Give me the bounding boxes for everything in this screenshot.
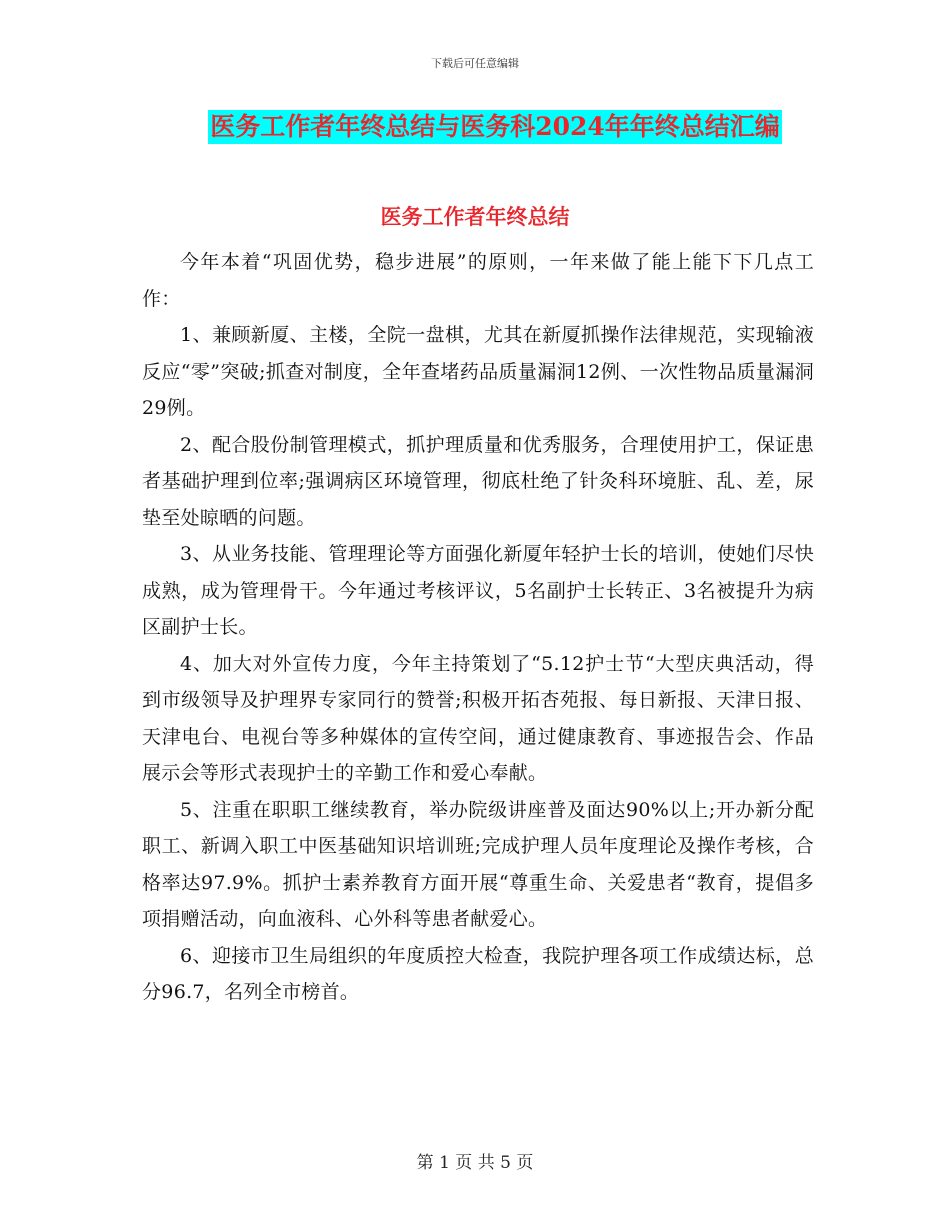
paragraph-item-4: 4、加大对外宣传力度，今年主持策划了“5.12护士节“大型庆典活动，得到市级领导及护理界专家同行的赞誉;积极开拓杏苑报、每日新报、天津日报、天津电台、电视台等多种媒体的宣传空间，通过健康教育、事迹报告会、作品展示会等形式表现护士的辛勤工作和爱心奉献。 bbox=[142, 652, 814, 784]
paragraph-item-2: 2、配合股份制管理模式，抓护理质量和优秀服务，合理使用护工，保证患者基础护理到位率;强调病区环境管理，彻底杜绝了针灸科环境脏、乱、差，尿垫至处晾晒的问题。 bbox=[142, 433, 814, 529]
main-title-container bbox=[0, 110, 950, 144]
page-header-note: 下载后可任意编辑 bbox=[431, 57, 519, 70]
section-title: 医务工作者年终总结 bbox=[380, 204, 570, 229]
paragraph-item-5: 5、注重在职职工继续教育，举办院级讲座普及面达90%以上;开办新分配职工、新调入职工中医基础知识培训班;完成护理人员年度理论及操作考核，合格率达97.9%。抓护士素养教育方面开展“尊重生命、关爱患者“教育，提倡多项捐赠活动，向血液科、心外科等患者献爱心。 bbox=[142, 798, 814, 930]
paragraph-item-6: 6、迎接市卫生局组织的年度质控大检查，我院护理各项工作成绩达标，总分96.7，名列全市榜首。 bbox=[142, 944, 814, 1003]
page-number-footer: 第 1 页 共 5 页 bbox=[416, 1153, 534, 1173]
paragraph-item-3: 3、从业务技能、管理理论等方面强化新厦年轻护士长的培训，使她们尽快成熟，成为管理骨干。今年通过考核评议，5名副护士长转正、3名被提升为病区副护士长。 bbox=[142, 543, 814, 638]
paragraph-intro: 今年本着“巩固优势，稳步进展”的原则，一年来做了能上能下下几点工作： bbox=[142, 251, 814, 310]
document-body bbox=[142, 244, 814, 1011]
document-main-title: 医务工作者年终总结与医务科2024年年终总结汇编 bbox=[208, 110, 782, 144]
paragraph-item-1: 1、兼顾新厦、主楼，全院一盘棋，尤其在新厦抓操作法律规范，实现输液反应“零”突破;抓查对制度，全年查堵药品质量漏洞12例、一次性物品质量漏洞29例。 bbox=[142, 324, 814, 419]
